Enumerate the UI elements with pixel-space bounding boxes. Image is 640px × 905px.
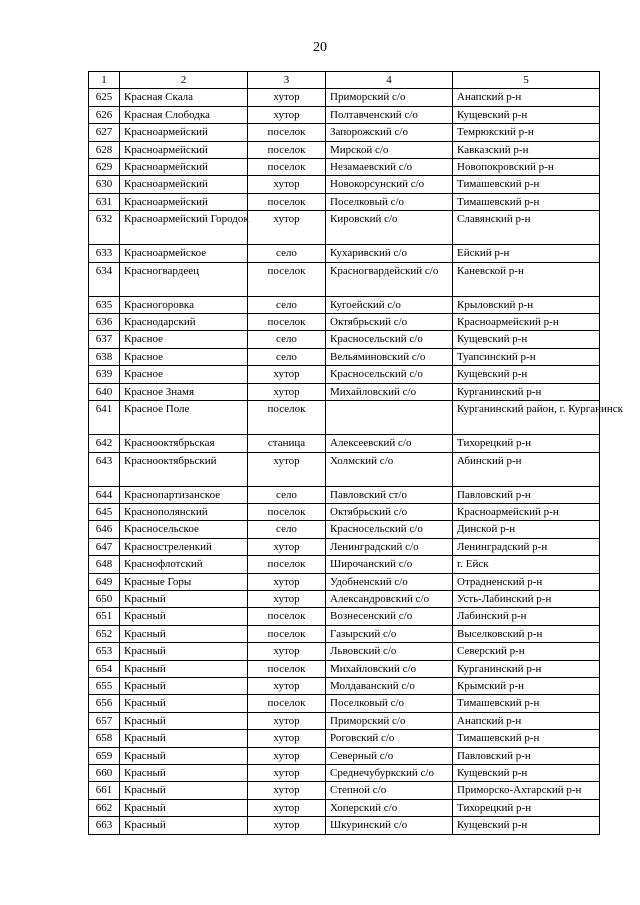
settlement-name: Красноармейский [120, 176, 248, 193]
header-col-2: 2 [120, 72, 248, 89]
district: Анапский р-н [453, 712, 600, 729]
table-row [89, 296, 600, 313]
council: Вознесенский с/о [326, 608, 453, 625]
row-number: 638 [89, 348, 120, 365]
table-header [89, 72, 600, 89]
table-row [89, 799, 600, 816]
table-row [89, 89, 600, 106]
table-row [89, 677, 600, 694]
table-row [89, 366, 600, 383]
row-number: 630 [89, 176, 120, 193]
settlement-name: Красноармейский [120, 141, 248, 158]
row-number: 652 [89, 625, 120, 642]
row-number: 637 [89, 331, 120, 348]
table-row [89, 660, 600, 677]
district: Туапсинский р-н [453, 348, 600, 365]
settlement-name: Красный [120, 782, 248, 799]
row-number: 653 [89, 643, 120, 660]
settlement-type: поселок [248, 193, 326, 210]
settlement-type: хутор [248, 176, 326, 193]
row-number: 656 [89, 695, 120, 712]
district: Тимашевский р-н [453, 730, 600, 747]
district: Усть-Лабинский р-н [453, 590, 600, 607]
district: Красноармейский р-н [453, 503, 600, 520]
table-row [89, 262, 600, 296]
table-row [89, 782, 600, 799]
council: Роговский с/о [326, 730, 453, 747]
district: Тимашевский р-н [453, 176, 600, 193]
district: Приморско-Ахтарский р-н [453, 782, 600, 799]
council [326, 401, 453, 435]
council: Полтавченский с/о [326, 106, 453, 123]
settlement-type: хутор [248, 538, 326, 555]
district: Славянский р-н [453, 211, 600, 245]
row-number: 627 [89, 124, 120, 141]
district: Каневской р-н [453, 262, 600, 296]
settlement-name: Красноармейский [120, 193, 248, 210]
council: Красносельский с/о [326, 331, 453, 348]
council: Северный с/о [326, 747, 453, 764]
settlement-name: Красносельское [120, 521, 248, 538]
table-row [89, 159, 600, 176]
row-number: 647 [89, 538, 120, 555]
settlement-name: Красная Слободка [120, 106, 248, 123]
district: Отрадненский р-н [453, 573, 600, 590]
settlement-type: поселок [248, 314, 326, 331]
header-col-4: 4 [326, 72, 453, 89]
header-row [89, 72, 600, 89]
district: Ленинградский р-н [453, 538, 600, 555]
settlement-type: хутор [248, 782, 326, 799]
settlement-name: Краснофлотский [120, 556, 248, 573]
council: Львовский с/о [326, 643, 453, 660]
row-number: 635 [89, 296, 120, 313]
settlement-type: поселок [248, 625, 326, 642]
settlement-name: Красноармейский [120, 124, 248, 141]
table-row [89, 817, 600, 834]
settlement-name: Красные Горы [120, 573, 248, 590]
table-row [89, 573, 600, 590]
settlement-type: поселок [248, 660, 326, 677]
council: Ленинградский с/о [326, 538, 453, 555]
table-row [89, 625, 600, 642]
settlement-name: Красный [120, 625, 248, 642]
settlement-type: поселок [248, 695, 326, 712]
district: Кущевский р-н [453, 765, 600, 782]
settlement-name: Красное Поле [120, 401, 248, 435]
council: Молдаванский с/о [326, 677, 453, 694]
settlement-type: хутор [248, 712, 326, 729]
settlement-name: Краснооктябрьский [120, 452, 248, 486]
settlement-name: Красный [120, 677, 248, 694]
row-number: 626 [89, 106, 120, 123]
district: Анапский р-н [453, 89, 600, 106]
settlement-type: хутор [248, 817, 326, 834]
district: Крымский р-н [453, 677, 600, 694]
table-row [89, 556, 600, 573]
settlement-type: хутор [248, 747, 326, 764]
settlement-name: Красный [120, 747, 248, 764]
council: Вельяминовский с/о [326, 348, 453, 365]
district: Тимашевский р-н [453, 695, 600, 712]
settlement-type: село [248, 296, 326, 313]
table-row [89, 401, 600, 435]
page-number: 20 [313, 40, 327, 55]
table-row [89, 435, 600, 452]
council: Кировский с/о [326, 211, 453, 245]
settlement-name: Красный [120, 590, 248, 607]
settlement-type: хутор [248, 643, 326, 660]
settlement-type: хутор [248, 573, 326, 590]
council: Степной с/о [326, 782, 453, 799]
row-number: 629 [89, 159, 120, 176]
row-number: 649 [89, 573, 120, 590]
table-row [89, 314, 600, 331]
settlement-name: Краснопартизанское [120, 486, 248, 503]
settlements-table [88, 71, 624, 835]
council: Незамаевский с/о [326, 159, 453, 176]
council: Хоперский с/о [326, 799, 453, 816]
council: Красносельский с/о [326, 366, 453, 383]
row-number: 648 [89, 556, 120, 573]
settlement-name: Красный [120, 817, 248, 834]
settlement-type: хутор [248, 211, 326, 245]
row-number: 639 [89, 366, 120, 383]
district: Абинский р-н [453, 452, 600, 486]
table-row [89, 608, 600, 625]
table-row [89, 193, 600, 210]
table-row [89, 348, 600, 365]
district: Тимашевский р-н [453, 193, 600, 210]
district: Кущевский р-н [453, 817, 600, 834]
settlement-type: поселок [248, 159, 326, 176]
settlement-name: Красноармейский [120, 159, 248, 176]
council: Холмский с/о [326, 452, 453, 486]
row-number: 662 [89, 799, 120, 816]
council: Красносельский с/о [326, 521, 453, 538]
district: Кущевский р-н [453, 331, 600, 348]
settlement-type: поселок [248, 556, 326, 573]
settlement-type: хутор [248, 106, 326, 123]
council: Кухаривский с/о [326, 245, 453, 262]
table-row [89, 712, 600, 729]
row-number: 660 [89, 765, 120, 782]
settlement-type: хутор [248, 366, 326, 383]
council: Приморский с/о [326, 712, 453, 729]
council: Удобненский с/о [326, 573, 453, 590]
table-row [89, 521, 600, 538]
row-number: 640 [89, 383, 120, 400]
district: Крыловский р-н [453, 296, 600, 313]
district: Курганинский р-н [453, 660, 600, 677]
settlement-type: село [248, 348, 326, 365]
table-row [89, 590, 600, 607]
settlement-type: село [248, 245, 326, 262]
settlement-type: поселок [248, 141, 326, 158]
settlement-type: хутор [248, 799, 326, 816]
settlement-type: поселок [248, 401, 326, 435]
header-col-3: 3 [248, 72, 326, 89]
settlement-name: Красный [120, 765, 248, 782]
row-number: 661 [89, 782, 120, 799]
settlement-name: Красностреленкий [120, 538, 248, 555]
council: Кугоейский с/о [326, 296, 453, 313]
row-number: 657 [89, 712, 120, 729]
row-number: 654 [89, 660, 120, 677]
row-number: 632 [89, 211, 120, 245]
row-number: 655 [89, 677, 120, 694]
district: Тихорецкий р-н [453, 799, 600, 816]
table-row [89, 245, 600, 262]
settlement-name: Красный [120, 712, 248, 729]
table-row [89, 331, 600, 348]
settlement-type: хутор [248, 383, 326, 400]
settlement-name: Красногвардеец [120, 262, 248, 296]
council: Михайловский с/о [326, 660, 453, 677]
district: Павловский р-н [453, 747, 600, 764]
district: Лабинский р-н [453, 608, 600, 625]
settlement-type: хутор [248, 677, 326, 694]
table-row [89, 643, 600, 660]
council: Красногвардейский с/о [326, 262, 453, 296]
settlement-name: Красный [120, 608, 248, 625]
district: Ейский р-н [453, 245, 600, 262]
settlement-name: Красный [120, 799, 248, 816]
table-row [89, 383, 600, 400]
table-row [89, 503, 600, 520]
council: Мирской с/о [326, 141, 453, 158]
row-number: 646 [89, 521, 120, 538]
council: Поселковый с/о [326, 193, 453, 210]
district: Кущевский р-н [453, 106, 600, 123]
settlement-name: Краснополянский [120, 503, 248, 520]
settlement-type: село [248, 486, 326, 503]
council: Поселковый с/о [326, 695, 453, 712]
settlement-name: Красный [120, 660, 248, 677]
settlement-name: Красное [120, 366, 248, 383]
table-row [89, 452, 600, 486]
district: Темрюкский р-н [453, 124, 600, 141]
settlement-name: Красный [120, 643, 248, 660]
district: Кущевский р-н [453, 366, 600, 383]
row-number: 634 [89, 262, 120, 296]
council: Павловский ст/о [326, 486, 453, 503]
table-row [89, 730, 600, 747]
row-number: 628 [89, 141, 120, 158]
settlement-type: поселок [248, 124, 326, 141]
row-number: 658 [89, 730, 120, 747]
row-number: 644 [89, 486, 120, 503]
settlement-name: Красное [120, 331, 248, 348]
district: Новопокровский р-н [453, 159, 600, 176]
council: Октябрьский с/о [326, 314, 453, 331]
settlement-type: село [248, 331, 326, 348]
table-body [89, 89, 624, 834]
settlement-type: хутор [248, 730, 326, 747]
settlement-name: Красный [120, 695, 248, 712]
district: Павловский р-н [453, 486, 600, 503]
council: Широчанский с/о [326, 556, 453, 573]
table-row [89, 765, 600, 782]
settlement-type: поселок [248, 262, 326, 296]
council: Среднечубуркский с/о [326, 765, 453, 782]
row-number: 631 [89, 193, 120, 210]
row-number: 643 [89, 452, 120, 486]
row-number: 641 [89, 401, 120, 435]
district: Курганинский р-н [453, 383, 600, 400]
council: Октябрьский с/о [326, 503, 453, 520]
table-row [89, 211, 600, 245]
settlement-type: хутор [248, 590, 326, 607]
table-row [89, 176, 600, 193]
row-number: 645 [89, 503, 120, 520]
settlement-type: поселок [248, 608, 326, 625]
settlement-name: Краснооктябрьская [120, 435, 248, 452]
settlement-type: хутор [248, 89, 326, 106]
council: Запорожский с/о [326, 124, 453, 141]
district: Тихорецкий р-н [453, 435, 600, 452]
district: Кавказский р-н [453, 141, 600, 158]
settlement-type: станица [248, 435, 326, 452]
row-number: 659 [89, 747, 120, 764]
row-number: 633 [89, 245, 120, 262]
table-row [89, 695, 600, 712]
table-row [89, 124, 600, 141]
table-row [89, 106, 600, 123]
district: Красноармейский р-н [453, 314, 600, 331]
council: Александровский с/о [326, 590, 453, 607]
settlement-name: Краснодарский [120, 314, 248, 331]
settlement-type: хутор [248, 452, 326, 486]
row-number: 651 [89, 608, 120, 625]
council: Газырский с/о [326, 625, 453, 642]
table-row [89, 141, 600, 158]
district: г. Ейск [453, 556, 600, 573]
table-row [89, 538, 600, 555]
settlement-type: хутор [248, 765, 326, 782]
district: Северский р-н [453, 643, 600, 660]
settlement-name: Красное Знамя [120, 383, 248, 400]
council: Приморский с/о [326, 89, 453, 106]
row-number: 636 [89, 314, 120, 331]
district: Выселковский р-н [453, 625, 600, 642]
settlement-name: Красное [120, 348, 248, 365]
header-col-1: 1 [89, 72, 120, 89]
district: Курганинский район, г. Курганинск [453, 401, 600, 435]
table-row [89, 747, 600, 764]
header-col-5: 5 [453, 72, 600, 89]
settlement-name: Красноармейское [120, 245, 248, 262]
district: Динской р-н [453, 521, 600, 538]
table-row [89, 486, 600, 503]
settlement-name: Красный [120, 730, 248, 747]
council: Новокорсунский с/о [326, 176, 453, 193]
settlement-type: село [248, 521, 326, 538]
council: Михайловский с/о [326, 383, 453, 400]
row-number: 625 [89, 89, 120, 106]
row-number: 650 [89, 590, 120, 607]
settlement-type: поселок [248, 503, 326, 520]
row-number: 663 [89, 817, 120, 834]
council: Шкуринский с/о [326, 817, 453, 834]
settlement-name: Красная Скала [120, 89, 248, 106]
settlement-name: Красноармейский Городок [120, 211, 248, 245]
council: Алексеевский с/о [326, 435, 453, 452]
settlement-name: Красногоровка [120, 296, 248, 313]
row-number: 642 [89, 435, 120, 452]
